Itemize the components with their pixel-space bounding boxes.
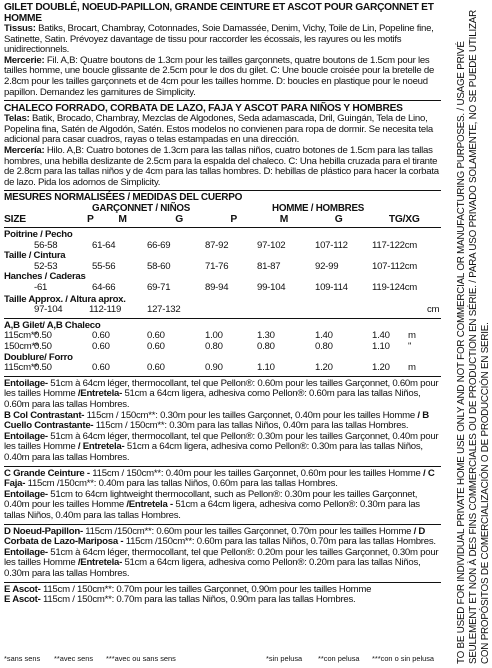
note-paragraph xyxy=(4,432,441,464)
note-text: 115cm /150cm**: 0.60m para las tallas Niños, 0.70m para las tallas Hombres. xyxy=(123,536,436,548)
size-header xyxy=(4,215,441,226)
yardage-value: 0.50 xyxy=(34,362,52,374)
measure-value: 81-87 xyxy=(257,260,281,272)
yardage-value: 0.80 xyxy=(315,341,333,353)
instruction-sheet xyxy=(4,2,441,606)
yardage-value: 1.20 xyxy=(372,362,390,374)
yardage-value: 0.90 xyxy=(205,362,223,374)
yardage-value: 0.80 xyxy=(257,341,275,353)
note-label: Entoilage- xyxy=(4,377,48,389)
note-text: 115cm / 150cm**: 0.30m para las tallas Niños, 0.40m para las tallas Hombres. xyxy=(93,420,409,432)
footer-note: *sans sens xyxy=(4,654,41,663)
measure-value: 58-60 xyxy=(147,260,171,272)
note-paragraph xyxy=(4,490,441,522)
french-fabrics xyxy=(4,24,441,56)
size-col: P xyxy=(230,213,237,225)
measure-value: -61 xyxy=(34,282,48,294)
measure-value: 107-112 xyxy=(315,239,348,251)
approx-height-row xyxy=(4,295,441,306)
note-label: B Col Contrastant- xyxy=(4,409,85,421)
yardage-value: 0.60 xyxy=(147,362,165,374)
yardage-value: 1.10 xyxy=(372,341,390,353)
measure-value: 69-71 xyxy=(147,282,171,294)
yardage-value: 1.40 xyxy=(315,330,333,342)
men-group-label: HOMME / HOMBRES xyxy=(272,202,365,214)
measure-value: 97-102 xyxy=(257,239,286,251)
note-text: 51cm à 64cm léger, thermocollant, tel que Pellon®: 0.20m pour les tailles Garçonnet, 0.30m pour les tailles Homme xyxy=(4,546,439,569)
notions-label: Mercerie: xyxy=(4,54,45,66)
divider xyxy=(4,227,441,228)
size-col: G xyxy=(334,213,343,225)
notions-text: Fil. A,B: Quatre boutons de 1.3cm pour les tailles garçonnets, quatre boutons de 1.5cm pour les tailles homme, une boucle glissante de 2.5cm pour le dos du gilet. C: Une boucle croisée pour la bretelle de 2.8cm pour les tailles garçonnets et de 4cm pour les tailles homme. D: boucles en plastique pour le noeud papillon. Demandez les garnitures de Simplicity. xyxy=(4,54,435,98)
footer-note: **con pelusa xyxy=(318,654,360,663)
divider xyxy=(4,524,441,525)
note-label: / B Cuello Contrastante- xyxy=(4,409,429,432)
boys-group-label: GARÇONNET / NIÑOS xyxy=(92,202,191,214)
note-text: 51cm a 64cm ligera, adhesiva como Pellon®: 0.60m para las tallas Niños, 0.60m para las tallas Hombres. xyxy=(4,388,421,410)
note-label: / C Faja- xyxy=(4,467,435,490)
yardage-value: 0.60 xyxy=(147,341,165,353)
fabric-width: 150cm** xyxy=(4,341,39,353)
note-text: 115cm / 150cm**: 0.70m para las tallas Niños, 0.90m para las tallas Hombres. xyxy=(40,594,356,606)
note-text: 115cm /150cm**: 0.40m para las tallas Niños, 0.60m para las tallas Hombres. xyxy=(25,478,338,490)
yardage-unit: m xyxy=(408,330,416,342)
fabrics-text: Batiks, Brocart, Chambray, Cotonnades, Soie Damassée, Denim, Vichy, Toile de Lin, Popeline fine, Satinette, Satin. Prévoyez davantage de tissu pour raccorder les écossais, les rayures ou les motifs unidirectionnels. xyxy=(4,23,434,56)
divider xyxy=(4,318,441,319)
side-disclaimer xyxy=(453,0,491,668)
yardage-value: 0.60 xyxy=(147,330,165,342)
yardage-value: 1.20 xyxy=(315,362,333,374)
note-text: 51cm à 64cm léger, thermocollant, tel que Pellon®: 0.30m pour les tailles Garçonnet, 0.40m pour les tailles Homme xyxy=(4,430,439,453)
approx-value: 97-104 xyxy=(34,304,63,316)
size-col: M xyxy=(118,213,127,225)
note-label: E Ascot- xyxy=(4,594,41,606)
approx-value: 127-132 xyxy=(147,304,181,316)
note-label: C Grande Ceinture - xyxy=(4,467,90,479)
note-label: Entoilage- xyxy=(4,546,48,558)
note-text: 51cm a 64cm ligera, adhesiva como Pellon®: 0.20m para las tallas Niños, 0.30m para las tallas Hombres. xyxy=(4,557,421,579)
note-label: D Noeud-Papillon- xyxy=(4,525,83,537)
telas-text: Batik, Brocado, Chambray, Mezclas de Algodones, Seda adamascada, Dril, Guingán, Tela de Lino, Popelina fina, Satén de Algodón, Satén. Estos modelos no convienen para ropa de dormir. Se necesita tela adicional para casar cuadros, rayas o telas estampadas en una dirección. xyxy=(4,113,433,146)
measure-value: 55-56 xyxy=(92,260,116,272)
fabrics-label: Tissus: xyxy=(4,23,36,34)
note-text: 51cm to 64cm lightweight thermocollant, such as Pellon®: 0.30m pour les tailles Garçonnet, 0.40m pour les tailles Homme xyxy=(4,488,418,511)
note-text: 115cm / 150cm**: 0.40m pour les tailles Garçonnet, 0.60m pour les tailles Homme xyxy=(89,467,423,479)
divider xyxy=(4,466,441,467)
spanish-title: CHALECO FORRADO, CORBATA DE LAZO, FAJA Y ASCOT PARA NIÑOS Y HOMBRES xyxy=(4,103,403,115)
measure-value: 66-69 xyxy=(147,239,171,251)
yardage-value: 0.60 xyxy=(92,330,110,342)
approx-value: 112-119 xyxy=(89,304,122,316)
spanish-fabrics xyxy=(4,114,441,146)
yardage-lining-rows xyxy=(4,363,441,374)
fabric-width: 115cm** xyxy=(4,330,38,342)
yardage-value: 0.80 xyxy=(205,341,223,353)
note-text: 115cm / 150cm**: 0.30m pour les tailles Garçonnet, 0.40m pour les tailles Homme xyxy=(84,409,418,421)
telas-label: Telas: xyxy=(4,113,30,125)
measure-value: 56-58 xyxy=(34,239,58,251)
note-label: /Entretela- xyxy=(77,557,123,569)
fabric-width: 115cm** xyxy=(4,362,38,374)
side-disclaimer-text: TO BE USED FOR INDIVIDUAL PRIVATE HOME USE ONLY AND NOT FOR COMMERCIAL OR MANUFACTURING PURPOSES. / USAGE PRIVÉ SEULEMENT ET NON À DES FINS COMMERCIALES OU DE PRODUCTION EN SÉRIE. / PARA USO PRIVADO SOLAMENTE, NO SE PUEDE UTILIZAR CON PROPÓSITOS DE COMERCIALIZACIÓN O DE PRODUCCIÓN EN SERIE. xyxy=(456,10,491,664)
measure-value: 107-112cm xyxy=(372,260,418,272)
measure-value: 99-104 xyxy=(257,282,286,294)
size-col: P xyxy=(87,213,94,225)
yardage-value: 1.40 xyxy=(372,330,390,342)
yardage-value: 1.30 xyxy=(257,330,275,342)
measure-value: 87-92 xyxy=(205,239,229,251)
note-paragraph xyxy=(4,411,441,432)
yardage-unit: " xyxy=(408,341,412,353)
footer-legend xyxy=(4,654,441,663)
notes-list xyxy=(4,379,441,606)
yardage-ab-label: A,B Gilet/ A,B Chaleco xyxy=(4,319,101,331)
approx-unit: cm xyxy=(427,304,440,316)
size-label: SIZE xyxy=(4,213,26,225)
size-col: M xyxy=(279,213,289,225)
note-text: 115cm / 150cm**: 0.70m pour les tailles Garçonnet, 0.90m pour les tailles Homme xyxy=(40,583,372,595)
divider xyxy=(4,582,441,583)
measure-rows xyxy=(4,230,441,294)
note-label: E Ascot- xyxy=(4,583,41,595)
measure-row xyxy=(4,241,441,252)
note-text: 51cm a 64cm ligera, adhesiva como Pellon®: 0.30m para las tallas Niños, 0.40m para las tallas Hombres. xyxy=(4,499,420,521)
yardage-value: 0.50 xyxy=(34,330,52,342)
footer-note: ***con o sin pelusa xyxy=(372,654,435,663)
measure-value: 92-99 xyxy=(315,260,339,272)
measure-row xyxy=(4,283,441,294)
approx-label: Taille Approx. / Altura aprox. xyxy=(4,293,126,305)
divider xyxy=(4,376,441,377)
size-col: TG/XG xyxy=(388,213,420,225)
yardage-value: 0.50 xyxy=(34,341,52,353)
yardage-value: 0.60 xyxy=(92,362,110,374)
approx-values-row xyxy=(4,305,441,316)
merceria-label: Mercería: xyxy=(4,144,45,156)
merceria-text: Hilo. A,B: Cuatro botones de 1.3cm para las tallas niños, cuatro botones de 1.5cm para las tallas hombres, una hebilla deslizante de 2.5cm para la espalda del chaleco. C: Una hebilla cruzada para el tirante de 2.8cm para las tallas niños y de 4cm para las tallas hombres. D: hebillas de plástico para hacer la corbata de lazo. Pida los adornos de Simplicity. xyxy=(4,144,439,188)
note-label: / Entretela- xyxy=(77,441,125,453)
measure-value: 52-53 xyxy=(34,260,58,272)
measure-value: 89-94 xyxy=(205,282,229,294)
note-label: /Entretela - xyxy=(126,499,173,511)
note-paragraph xyxy=(4,469,441,490)
note-paragraph xyxy=(4,379,441,411)
footer-note: *sin pelusa xyxy=(266,654,303,663)
french-title: GILET DOUBLÉ, NOEUD-PAPILLON, GRANDE CEINTURE ET ASCOT POUR GARÇONNET ET HOMME xyxy=(4,2,434,24)
footer-note: ***avec ou sans sens xyxy=(106,654,176,663)
note-label: Entoilage- xyxy=(4,430,48,442)
measure-value: 117-122cm xyxy=(372,239,418,251)
divider xyxy=(4,100,441,101)
note-text: 115cm /150cm**: 0.60m pour les tailles Garçonnet, 0.70m pour les tailles Homme xyxy=(82,525,414,537)
measure-value: 71-76 xyxy=(205,260,229,272)
note-paragraph xyxy=(4,595,441,606)
measures-groups xyxy=(4,204,441,215)
footer-note: **avec sens xyxy=(54,654,94,663)
french-notions xyxy=(4,56,441,98)
measure-value: 64-66 xyxy=(92,282,116,294)
measure-label: Poitrine / Pecho xyxy=(4,229,73,241)
yardage-ab-rows xyxy=(4,331,441,352)
measure-value: 61-64 xyxy=(92,239,116,251)
yardage-row xyxy=(4,363,441,374)
measure-label: Taille / Cintura xyxy=(4,250,66,262)
spanish-notions xyxy=(4,146,441,188)
measures-title: MESURES NORMALISÉES / MEDIDAS DEL CUERPO xyxy=(4,192,243,204)
measure-label: Hanches / Caderas xyxy=(4,271,86,283)
yardage-value: 0.60 xyxy=(92,341,110,353)
note-label: / D Corbata de Lazo-Mariposa - xyxy=(4,525,426,548)
note-label: Entoilage- xyxy=(4,488,48,500)
measure-value: 109-114 xyxy=(315,282,348,294)
yardage-value: 1.10 xyxy=(257,362,275,374)
yardage-unit: m xyxy=(408,362,416,374)
note-text: 51cm a 64cm ligera, adhesiva como Pellon®: 0.30m para las tallas Niños, 0.40m para las tallas Hombres. xyxy=(4,441,423,463)
size-col: G xyxy=(175,213,184,225)
note-paragraph xyxy=(4,548,441,580)
note-text: 51cm à 64cm léger, thermocollant, tel que Pellon®: 0.60m pour les tailles Garçonnet, 0.60m pour les tailles Homme xyxy=(4,377,439,400)
note-paragraph xyxy=(4,527,441,548)
note-label: /Entretela- xyxy=(77,388,123,400)
yardage-value: 1.00 xyxy=(205,330,223,342)
measure-value: 119-124cm xyxy=(372,282,418,294)
yardage-lining-label: Doublure/ Forro xyxy=(4,351,73,363)
